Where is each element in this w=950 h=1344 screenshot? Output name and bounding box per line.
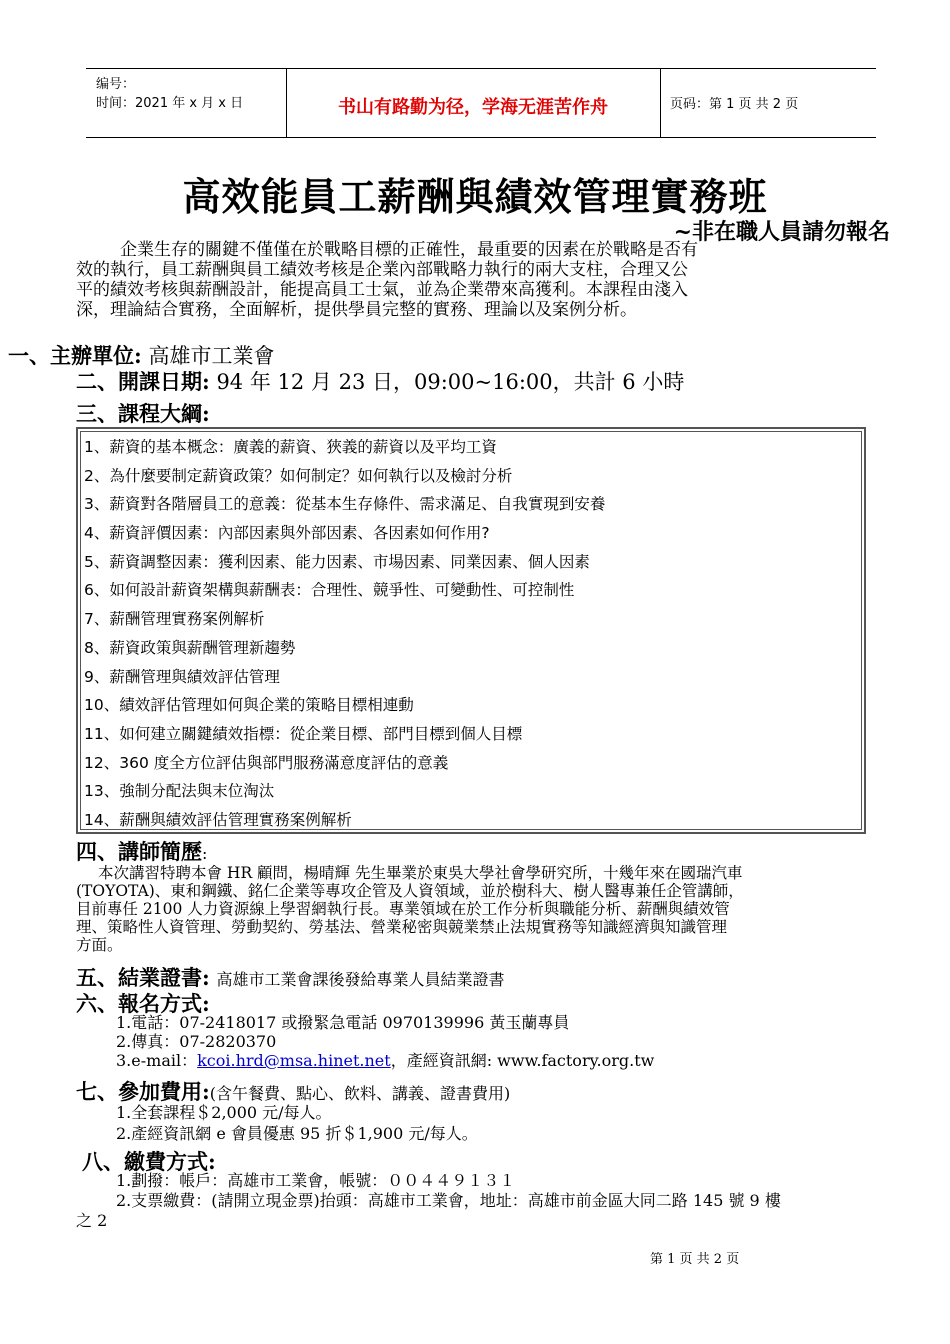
outline-item: 1、薪資的基本概念：廣義的薪資、狹義的薪資以及平均工資 [84,438,497,456]
outline-item: 2、為什麼要制定薪資政策？如何制定？如何執行以及檢討分析 [84,466,513,485]
outline-item: 7、薪酬管理實務案例解析 [84,610,265,629]
intro-paragraph [76,240,876,320]
page-label: 页码：第 1 页 共 2 页 [670,97,799,112]
lecturer-colon: : [202,844,208,863]
bio-line: 目前專任 2100 人力資源線上學習網執行長。專業領域在於工作分析與職能分析、薪酬與績效管 [76,900,730,918]
lecturer-label: 四、講師簡歷 [76,839,202,864]
outline-item: 12、360 度全方位評估與部門服務滿意度評估的意義 [84,753,449,772]
registration-email-row [116,1052,654,1070]
intro-line: 平的績效考核與薪酬設計，能提高員工士氣，並為企業帶來高獲利。本課程由淺入 [76,280,688,300]
outline-item: 11、如何建立關鍵績效指標：從企業目標、部門目標到個人目標 [84,724,523,743]
fee-note: (含午餐費、點心、飲料、講義、證書費用) [209,1084,511,1103]
lecturer-heading [76,836,207,866]
email-suffix: ，產經資訊網: www.factory.org.tw [390,1051,655,1070]
intro-line: 企業生存的關鍵不僅僅在於戰略目標的正確性，最重要的因素在於戰略是否有 [120,240,698,260]
time-label: 时间：2021 年 x 月 x 日 [96,96,244,111]
lecturer-bio [76,864,876,954]
outline-heading [76,398,210,428]
outline-item: 4、薪資評價因素：內部因素與外部因素、各因素如何作用? [84,524,490,543]
payment-check-cont: 之 2 [76,1211,108,1230]
number-label: 编号： [96,77,136,92]
header-table [86,68,876,138]
outline-label: 三、課程大綱: [76,401,210,426]
date-label: 二、開課日期: [76,369,210,394]
email-link[interactable]: kcoi.hrd@msa.hinet.net [197,1051,391,1070]
payment-check: 2.支票繳費：(請開立現金票)抬頭：高雄市工業會，地址：高雄市前金區大同二路 145 號 9 樓 [116,1191,781,1210]
motto: 书山有路勤为径，学海无涯苦作舟 [338,97,608,118]
header-meta-cell [86,69,287,137]
outline-item: 10、績效評估管理如何與企業的策略目標相連動 [84,696,414,715]
outline-item: 5、薪資調整因素：獲利因素、能力因素、市場因素、同業因素、個人因素 [84,552,590,571]
fee-heading [76,1076,510,1106]
page-title: 高效能員工薪酬與績效管理實務班 [182,174,768,219]
date-section [76,366,684,396]
outline-item: 9、薪酬管理與績效評估管理 [84,667,280,686]
date-value: 94 年 12 月 23 日，09:00~16:00，共計 6 小時 [209,370,685,394]
payment-transfer: 1.劃撥：帳戶：高雄市工業會，帳號：００４４９１３１ [116,1171,516,1190]
email-prefix: 3.e-mail： [116,1051,198,1070]
payment-label: 八、繳費方式: [82,1149,216,1174]
outline-item: 8、薪資政策與薪酬管理新趨勢 [84,638,296,657]
intro-line: 深，理論結合實務，全面解析，提供學員完整的實務、理論以及案例分析。 [76,300,637,320]
bio-line: 方面。 [76,936,123,954]
registration-phone: 1.電話：07-2418017 或撥緊急電話 0970139996 黃玉蘭專員 [116,1013,570,1032]
certificate-label: 五、結業證書: [76,965,210,990]
certificate-value: 高雄市工業會課後發給專業人員結業證書 [216,970,505,989]
header-motto-cell [286,69,661,137]
fee-label: 七、參加費用: [76,1079,210,1104]
outline-item: 13、強制分配法與末位淘汰 [84,782,275,801]
fee-item: 1.全套課程＄2,000 元/每人。 [116,1103,332,1122]
bio-line: (TOYOTA)、東和鋼鐵、銘仁企業等專攻企管及人資領域，並於樹科大、樹人醫專兼任企管講師， [76,882,744,900]
bio-line: 理、策略性人資管理、勞動契約、勞基法、營業秘密與競業禁止法規實務等知識經濟與知識管理 [76,918,728,936]
outline-item: 6、如何設計薪資架構與薪酬表：合理性、競爭性、可變動性、可控制性 [84,581,575,600]
registration-label: 六、報名方式: [76,991,210,1016]
course-outline-list [84,433,605,835]
organizer-label: 一、主辦單位: [8,343,142,368]
organizer-value: 高雄市工業會 [141,344,275,368]
bio-line: 本次講習特聘本會 HR 顧問，楊晴輝 先生畢業於東吳大學社會學研究所，十幾年來在國瑞汽車 [98,864,743,882]
fee-item: 2.產經資訊網 e 會員優惠 95 折＄1,900 元/每人。 [116,1124,478,1143]
outline-item: 14、薪酬與績效評估管理實務案例解析 [84,810,352,829]
outline-item: 3、薪資對各階層員工的意義：從基本生存條件、需求滿足、自我實現到安養 [84,495,606,514]
intro-line: 效的執行，員工薪酬與員工績效考核是企業內部戰略力執行的兩大支柱，合理又公 [76,260,688,280]
registration-fax: 2.傳真：07-2820370 [116,1032,277,1051]
page-footer: 第 1 页 共 2 页 [650,1252,740,1267]
page-subtitle: ~非在職人員請勿報名 [673,219,890,245]
course-outline-box [76,427,866,834]
